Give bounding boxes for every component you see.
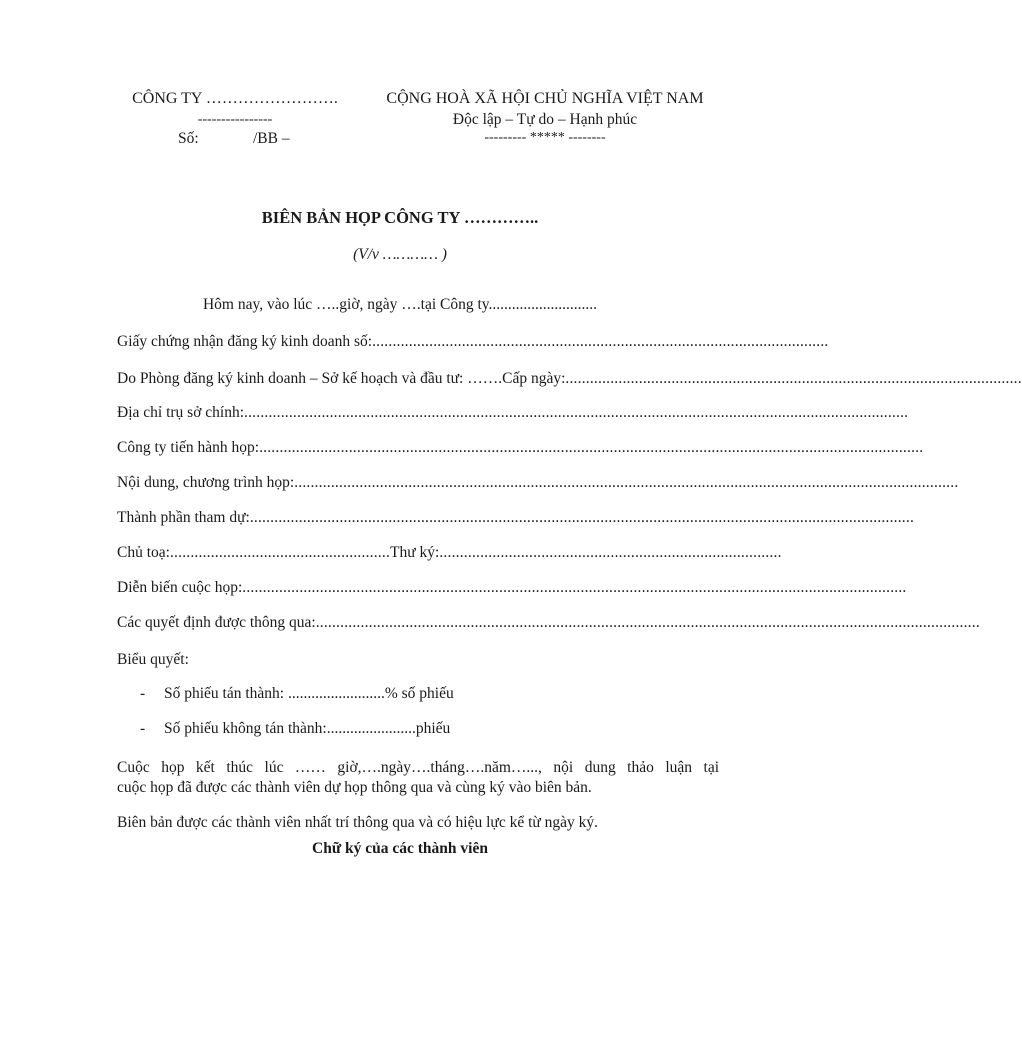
bullet-dash: -: [140, 720, 146, 737]
field-dots: ...................................................................................................................................................................: [244, 404, 909, 421]
so-suffix: /BB –: [253, 130, 290, 147]
so-label: Số:: [178, 130, 199, 147]
field-dots: ...................................................................................................................................................................: [315, 614, 980, 631]
document-number: [178, 130, 290, 148]
closing-line-2: cuộc họp đã được các thành viên dự họp thông qua và cùng ký vào biên bản.: [117, 779, 592, 796]
field-label: Diễn biến cuộc họp:: [117, 579, 243, 596]
nation-motto: Độc lập – Tự do – Hạnh phúc: [452, 111, 638, 128]
document-subtitle: (V/v ………… ): [353, 246, 447, 263]
field-company-holding-meeting: [117, 439, 924, 457]
signature-heading: Chữ ký của các thành viên: [312, 840, 488, 857]
field-attendees: [117, 509, 915, 527]
chair-group: [117, 544, 390, 562]
field-chair-secretary: [117, 544, 782, 562]
field-label: Công ty tiến hành họp:: [117, 439, 260, 456]
company-divider: ----------------: [197, 112, 273, 127]
vote-agree-item: [140, 685, 454, 703]
vote-agree-text: Số phiếu tán thành: .........................% số phiếu: [164, 685, 454, 702]
field-meeting-proceedings: [117, 579, 907, 597]
intro-line: Hôm nay, vào lúc …..giờ, ngày ….tại Công ty............................: [202, 296, 598, 313]
effect-statement: Biên bản được các thành viên nhất trí thông qua và có hiệu lực kể từ ngày ký.: [117, 814, 599, 831]
nation-title: CỘNG HOÀ XÃ HỘI CHỦ NGHĨA VIỆT NAM: [386, 90, 704, 107]
field-approved-decisions: [117, 614, 980, 632]
bullet-dash: -: [140, 685, 146, 702]
field-label: Giấy chứng nhận đăng ký kinh doanh số:: [117, 333, 373, 350]
field-issuing-office: [117, 370, 1022, 388]
chair-dots: ......................................................: [169, 544, 391, 561]
field-head-office-address: [117, 404, 909, 422]
field-label: Do Phòng đăng ký kinh doanh – Sở kế hoạch và đầu tư: …….Cấp ngày:: [117, 370, 566, 387]
document-title: BIÊN BẢN HỌP CÔNG TY …………..: [261, 208, 539, 227]
secretary-dots: ....................................................................................: [439, 544, 782, 561]
field-dots: ...................................................................................................................................................................: [249, 509, 915, 526]
vote-disagree-text: Số phiếu không tán thành:.......................phiếu: [164, 720, 451, 737]
field-dots: ................................................................................................................: [565, 370, 1022, 387]
closing-paragraph: [117, 758, 719, 798]
vote-disagree-item: [140, 720, 450, 738]
field-meeting-agenda: [117, 474, 959, 492]
chair-label: Chủ toạ:: [117, 544, 170, 561]
field-label: Địa chỉ trụ sở chính:: [117, 404, 245, 421]
motto-divider: --------- ***** --------: [484, 130, 606, 145]
field-label: Các quyết định được thông qua:: [117, 614, 316, 631]
field-dots: ................................................................................................................: [372, 333, 829, 350]
vote-label: Biểu quyết:: [117, 651, 189, 668]
field-dots: ...................................................................................................................................................................: [242, 579, 907, 596]
secretary-label: Thư ký:: [390, 544, 440, 561]
field-label: Nội dung, chương trình họp:: [117, 474, 295, 491]
field-label: Thành phần tham dự:: [117, 509, 250, 526]
closing-line-1: Cuộc họp kết thúc lúc …… giờ,….ngày….tháng….năm…..., nội dung thảo luận tại: [117, 759, 719, 776]
field-dots: ...................................................................................................................................................................: [294, 474, 959, 491]
company-name: CÔNG TY …………………….: [132, 90, 338, 107]
field-business-license: [117, 333, 829, 351]
field-dots: ...................................................................................................................................................................: [259, 439, 924, 456]
